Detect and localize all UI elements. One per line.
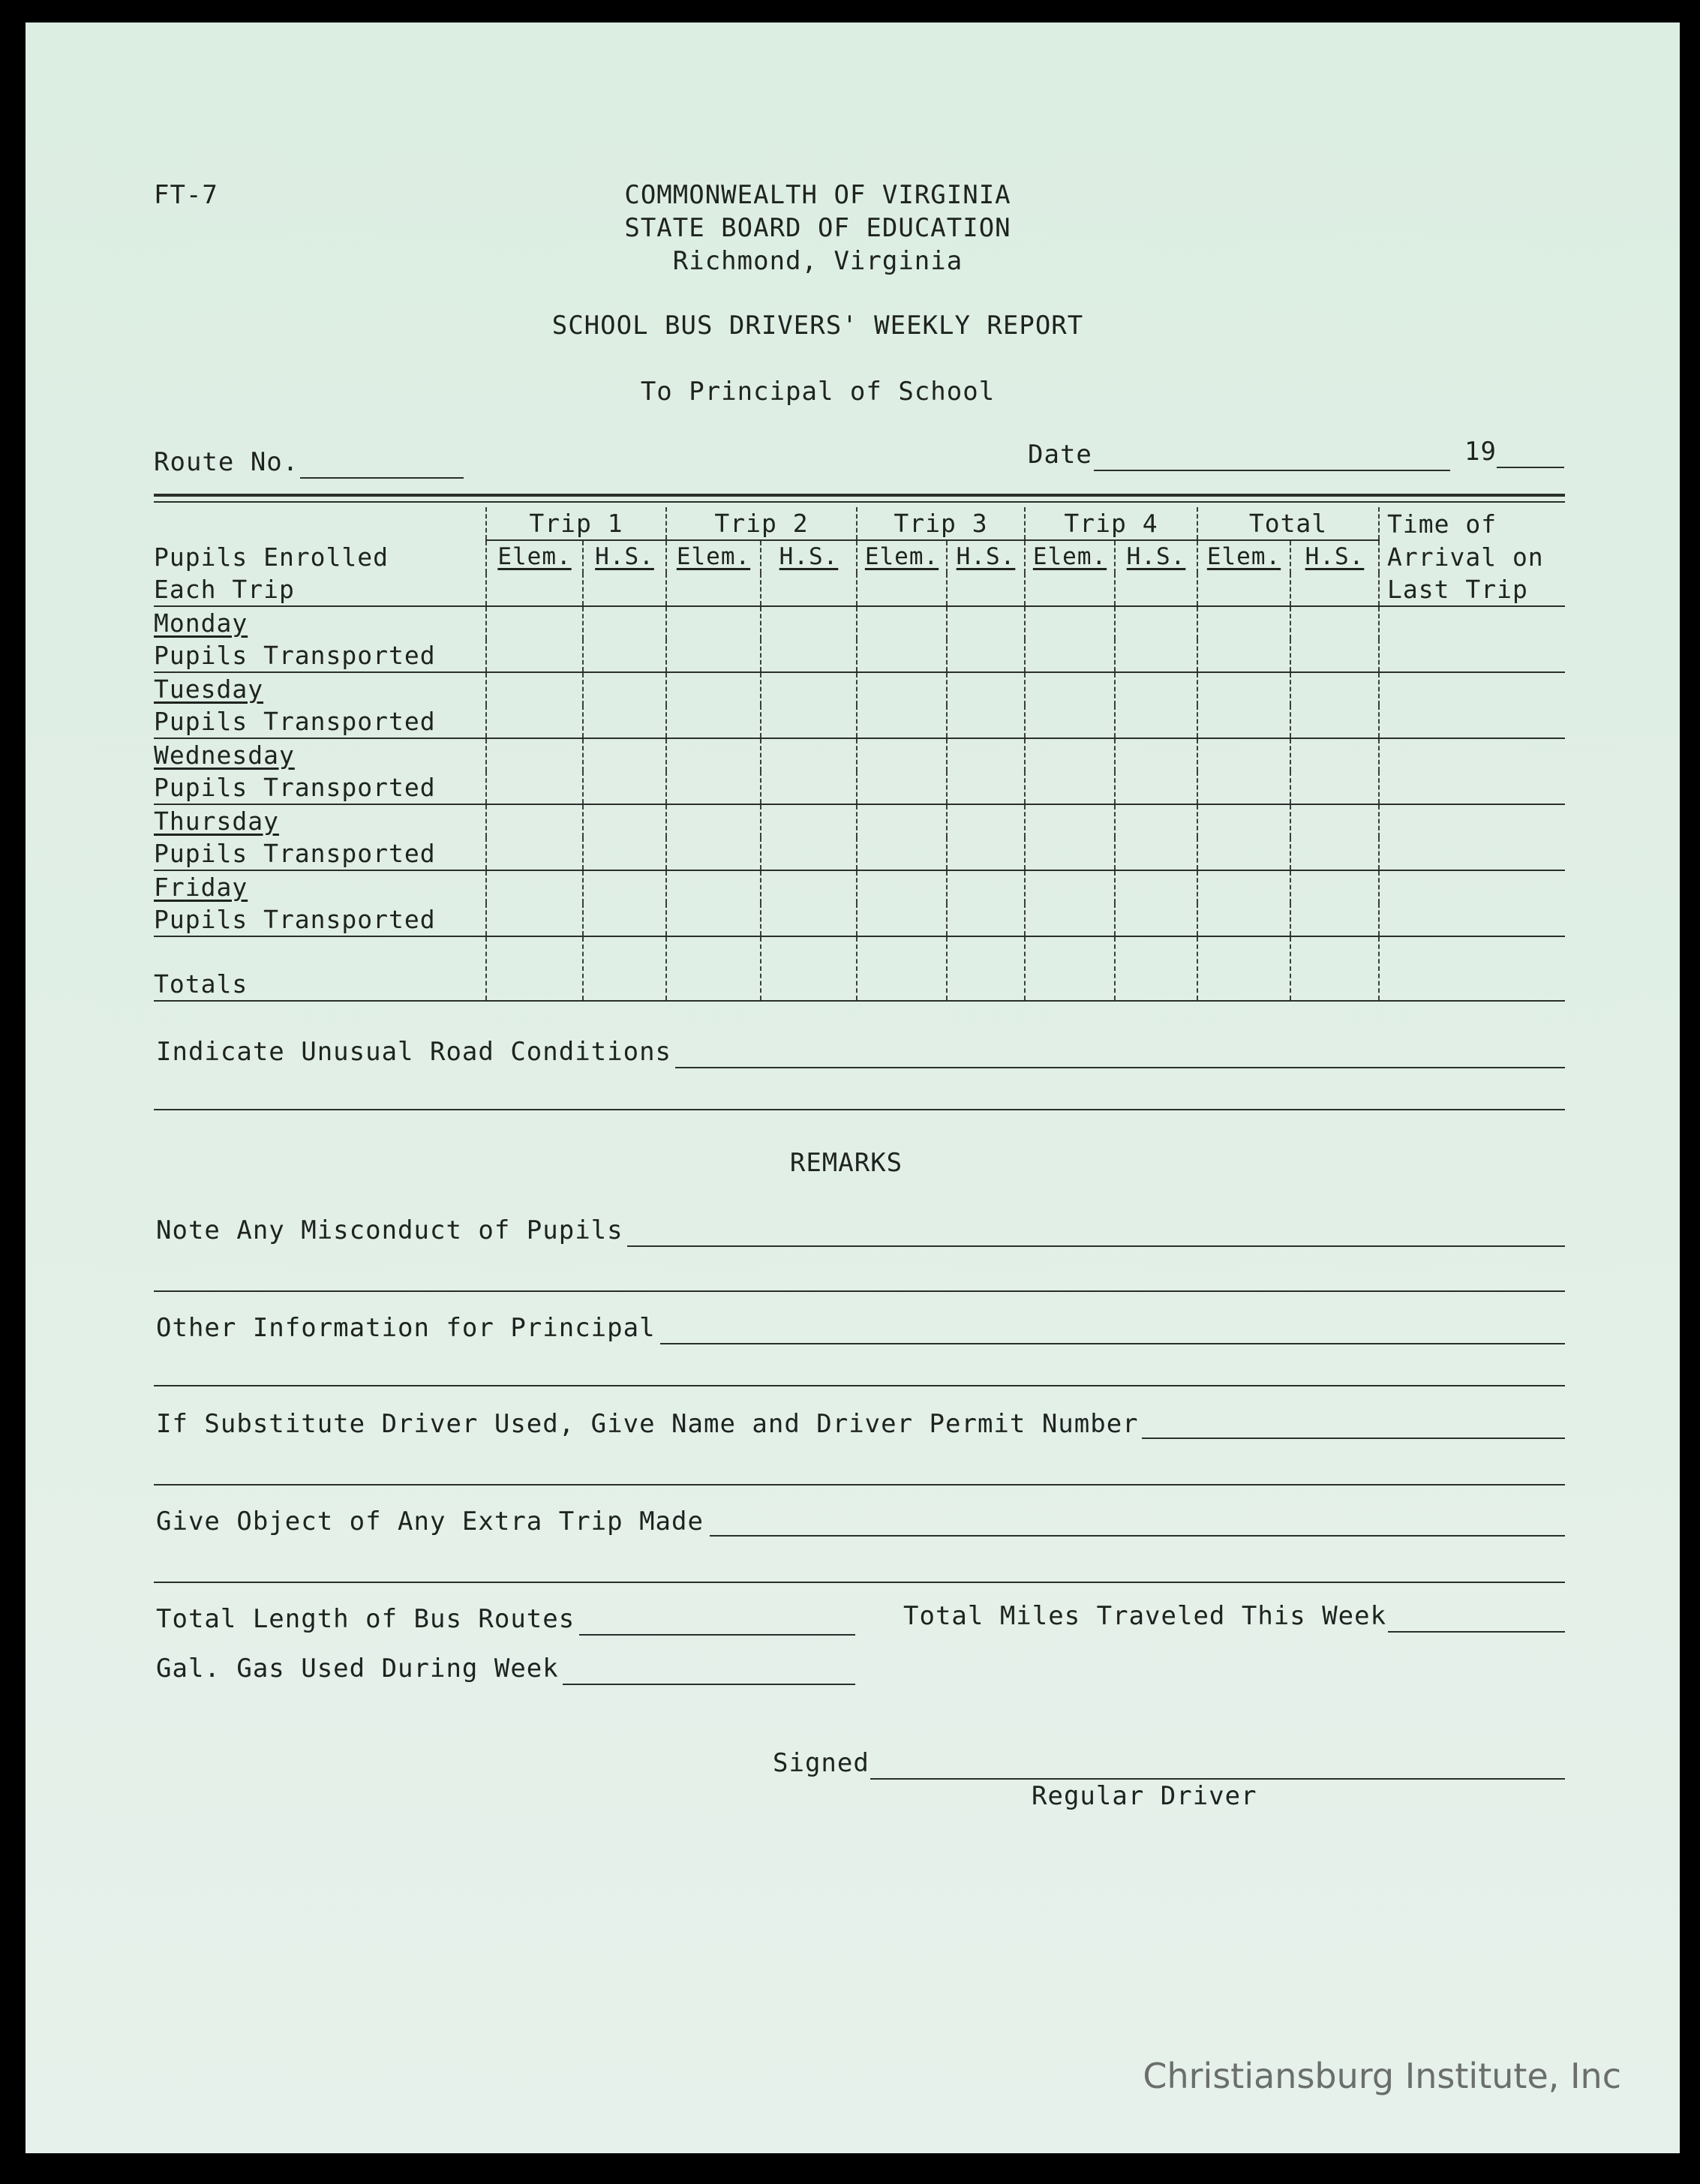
totals-cell[interactable] [761,936,857,1001]
trip3-hs: H.S. [947,540,1025,573]
weekly-report-table [154,507,1565,1002]
gas-field[interactable] [563,1654,855,1685]
totals-label: Totals [154,936,486,1001]
table-cell[interactable] [583,903,666,936]
remarks-heading: REMARKS [789,1148,903,1178]
table-cell[interactable] [1197,639,1290,672]
year-field[interactable] [1497,437,1564,468]
table-cell[interactable] [1115,837,1197,870]
totals-cell[interactable] [947,936,1025,1001]
table-cell[interactable] [1290,639,1379,672]
enrolled-cell[interactable] [857,573,947,606]
trip2-elem: Elem. [666,540,761,573]
table-cell[interactable] [947,705,1025,738]
enrolled-label-2: Each Trip [154,573,486,606]
enrolled-cell[interactable] [583,573,666,606]
table-cell[interactable] [1115,705,1197,738]
thursday-transported-label: Pupils Transported [154,837,486,870]
table-cell[interactable] [486,639,583,672]
date-label: Date [1028,440,1092,470]
table-cell[interactable] [1379,837,1565,870]
table-cell[interactable] [857,705,947,738]
table-top-rule-1 [154,494,1565,497]
enrolled-cell[interactable] [1197,573,1290,606]
trip2-header: Trip 2 [666,507,857,540]
table-cell[interactable] [1197,771,1290,804]
trip1-header: Trip 1 [486,507,666,540]
gas-label: Gal. Gas Used During Week [156,1654,559,1684]
report-subtitle: To Principal of School [640,377,996,407]
other-info-field-2[interactable] [154,1355,1565,1386]
table-cell[interactable] [486,837,583,870]
header-line3: Richmond, Virginia [672,246,963,276]
totals-cell[interactable] [486,936,583,1001]
totals-cell[interactable] [1290,936,1379,1001]
enrolled-cell[interactable] [761,573,857,606]
table-cell[interactable] [583,705,666,738]
route-label: Route No. [154,447,299,477]
totals-cell[interactable] [583,936,666,1001]
regular-driver-label: Regular Driver [1032,1781,1257,1811]
miles-field[interactable] [1388,1601,1565,1633]
road-conditions-field[interactable] [675,1037,1565,1068]
table-cell[interactable] [666,639,761,672]
table-cell[interactable] [666,903,761,936]
table-cell[interactable] [1379,705,1565,738]
table-cell[interactable] [1379,771,1565,804]
table-cell[interactable] [1115,771,1197,804]
table-cell[interactable] [761,705,857,738]
road-conditions-field-2[interactable] [154,1079,1565,1110]
form-id: FT-7 [154,180,218,210]
day-friday: Friday [154,873,248,902]
friday-transported-label: Pupils Transported [154,903,486,936]
totals-cell[interactable] [666,936,761,1001]
table-cell[interactable] [947,837,1025,870]
table-cell[interactable] [486,705,583,738]
enrolled-cell[interactable] [1115,573,1197,606]
wednesday-transported-label: Pupils Transported [154,771,486,804]
monday-transported-label: Pupils Transported [154,639,486,672]
totals-cell[interactable] [1025,936,1115,1001]
header-line1: COMMONWEALTH OF VIRGINIA [624,180,1011,210]
table-cell[interactable] [666,771,761,804]
arrival-header-1: Time of [1379,507,1565,540]
date-field[interactable] [1094,440,1450,471]
trip3-elem: Elem. [857,540,947,573]
arrival-header-3: Last Trip [1379,573,1565,606]
misconduct-field[interactable] [627,1215,1565,1247]
day-monday: Monday [154,608,248,638]
table-cell[interactable] [857,771,947,804]
table-cell[interactable] [857,903,947,936]
table-cell[interactable] [1115,903,1197,936]
route-field[interactable] [300,447,464,479]
table-cell[interactable] [583,771,666,804]
extra-trip-label: Give Object of Any Extra Trip Made [156,1507,704,1537]
table-cell[interactable] [583,837,666,870]
report-title: SCHOOL BUS DRIVERS' WEEKLY REPORT [551,311,1084,341]
total-elem: Elem. [1197,540,1290,573]
table-cell[interactable] [1025,705,1115,738]
arrival-header-2: Arrival on [1379,540,1565,573]
route-length-label: Total Length of Bus Routes [156,1604,575,1634]
table-cell[interactable] [1197,705,1290,738]
table-cell[interactable] [1290,837,1379,870]
watermark: Christiansburg Institute, Inc [1143,2056,1621,2096]
table-cell[interactable] [666,837,761,870]
table-cell[interactable] [1115,639,1197,672]
table-cell[interactable] [947,771,1025,804]
signed-label: Signed [773,1748,870,1778]
trip3-header: Trip 3 [857,507,1025,540]
table-cell[interactable] [761,771,857,804]
day-tuesday: Tuesday [154,674,264,704]
table-cell[interactable] [1290,771,1379,804]
substitute-label: If Substitute Driver Used, Give Name and Driver Permit Number [156,1409,1139,1439]
misconduct-label: Note Any Misconduct of Pupils [156,1215,623,1245]
trip4-hs: H.S. [1115,540,1197,573]
table-cell[interactable] [857,837,947,870]
table-cell[interactable] [1290,903,1379,936]
totals-cell[interactable] [1379,936,1565,1001]
totals-cell[interactable] [1197,936,1290,1001]
table-cell[interactable] [583,639,666,672]
table-cell[interactable] [1025,837,1115,870]
miles-label: Total Miles Traveled This Week [903,1601,1387,1631]
enrolled-cell[interactable] [486,573,583,606]
table-cell[interactable] [1197,903,1290,936]
table-cell[interactable] [1197,837,1290,870]
total-header: Total [1197,507,1379,540]
table-cell[interactable] [947,903,1025,936]
table-cell[interactable] [947,639,1025,672]
other-info-field[interactable] [660,1313,1565,1344]
signature-field[interactable] [870,1748,1565,1780]
misconduct-field-2[interactable] [154,1260,1565,1292]
totals-cell[interactable] [1115,936,1197,1001]
enrolled-cell[interactable] [1290,573,1379,606]
table-cell[interactable] [761,903,857,936]
enrolled-cell[interactable] [947,573,1025,606]
table-cell[interactable] [1025,771,1115,804]
total-hs: H.S. [1290,540,1379,573]
table-cell[interactable] [486,903,583,936]
trip1-elem: Elem. [486,540,583,573]
trip2-hs: H.S. [761,540,857,573]
totals-cell[interactable] [857,936,947,1001]
trip4-elem: Elem. [1025,540,1115,573]
table-cell[interactable] [857,639,947,672]
year-prefix: 19 [1464,437,1497,467]
extra-trip-field-2[interactable] [154,1552,1565,1583]
other-info-label: Other Information for Principal [156,1313,656,1343]
table-cell[interactable] [666,705,761,738]
table-cell[interactable] [761,639,857,672]
tuesday-transported-label: Pupils Transported [154,705,486,738]
road-conditions-label: Indicate Unusual Road Conditions [156,1037,672,1067]
table-cell[interactable] [1025,903,1115,936]
table-top-rule-2 [154,501,1565,503]
day-thursday: Thursday [154,807,279,836]
trip1-hs: H.S. [583,540,666,573]
substitute-field[interactable] [1142,1407,1565,1439]
table-cell[interactable] [1379,903,1565,936]
day-wednesday: Wednesday [154,741,295,770]
enrolled-cell[interactable] [1025,573,1115,606]
substitute-field-2[interactable] [154,1454,1565,1486]
table-cell[interactable] [761,837,857,870]
table-cell[interactable] [1290,705,1379,738]
extra-trip-field[interactable] [710,1505,1565,1537]
table-cell[interactable] [1379,639,1565,672]
header-line2: STATE BOARD OF EDUCATION [624,213,1011,243]
enrolled-label-1: Pupils Enrolled [154,542,389,572]
enrolled-cell[interactable] [666,573,761,606]
table-cell[interactable] [486,771,583,804]
trip4-header: Trip 4 [1025,507,1197,540]
route-length-field[interactable] [579,1604,855,1636]
table-cell[interactable] [1025,639,1115,672]
